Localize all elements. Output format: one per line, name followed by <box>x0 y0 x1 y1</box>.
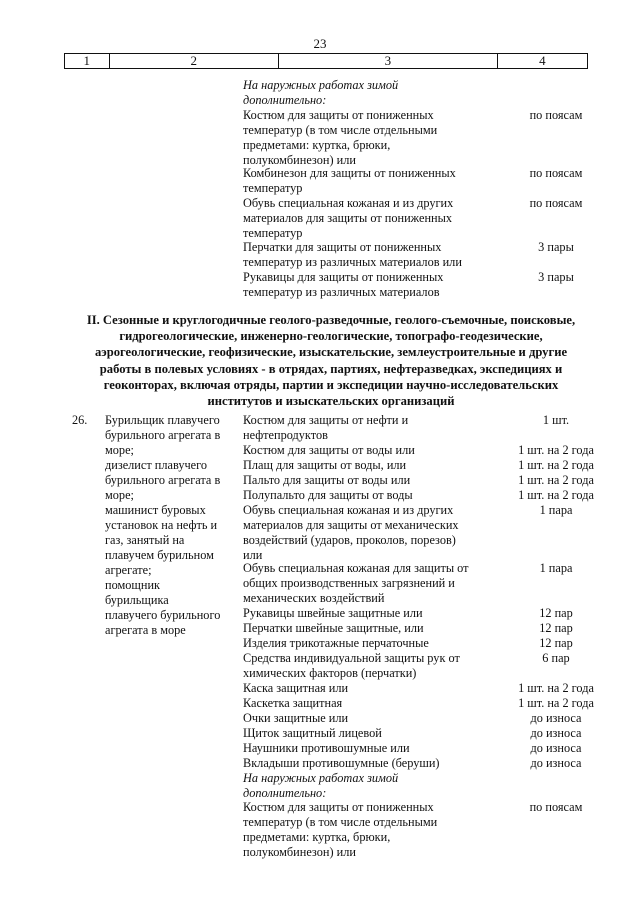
column-header-2: 2 <box>109 54 278 69</box>
norm-value: 1 шт. на 2 года <box>518 473 594 487</box>
column-header-row <box>65 54 588 69</box>
norm-value: 12 пар <box>539 606 573 620</box>
norm-value: 3 пары <box>538 240 574 254</box>
norm-value: до износа <box>530 741 582 755</box>
norm-value: по поясам <box>529 166 583 180</box>
norm-value: 1 шт. на 2 года <box>518 696 594 710</box>
norm-value: по поясам <box>529 800 583 814</box>
entry-number: 26. <box>72 413 88 427</box>
page-number: 23 <box>313 36 327 51</box>
norm-value: 1 шт. на 2 года <box>518 681 594 695</box>
column-header-table <box>64 53 588 69</box>
norm-value: 1 шт. на 2 года <box>518 443 594 457</box>
column-header-1: 1 <box>65 54 110 69</box>
norm-value: по поясам <box>529 196 583 210</box>
norm-value: до износа <box>530 711 582 725</box>
entry-subheading: На наружных работах зимой дополнительно: <box>243 771 399 800</box>
norm-value: 1 шт. <box>542 413 570 427</box>
norm-value: 1 шт. на 2 года <box>518 458 594 472</box>
column-header-4: 4 <box>497 54 587 69</box>
norm-value: 1 пара <box>539 503 573 517</box>
column-header-3: 3 <box>278 54 497 69</box>
norm-value: до износа <box>530 756 582 770</box>
norm-value: 6 пар <box>542 651 570 665</box>
top-subheading: На наружных работах зимой дополнительно: <box>243 78 399 107</box>
profession-list: Бурильщик плавучего бурильного агрегата в море; дизелист плавучего бурильного агрегата в море; машинист буровых установок на нефть и газ, занятый на плавучем бурильном агрегате; помощник бурильщика плавучего бурильного агрегата в море <box>105 413 221 637</box>
norm-value: 12 пар <box>539 621 573 635</box>
norm-value: 3 пары <box>538 270 574 284</box>
norm-value: 1 пара <box>539 561 573 575</box>
section-title: II. Сезонные и круглогодичные геолого-разведочные, геолого-съемочные, поисковые, гидрогеологические, инженерно-геологические, топографо-геодезические, аэрогеологические, геофизические, изыскательские, землеустроительные и другие работы в полевых условиях - в отрядах, партиях, нефтеразведках, экспедициях и геоконторах, включая отряды, партии и экспедиции научно-исследовательских институтов и изыскательских организаций <box>86 313 576 409</box>
norm-value: 12 пар <box>539 636 573 650</box>
norm-value: до износа <box>530 726 582 740</box>
norm-value: 1 шт. на 2 года <box>518 488 594 502</box>
norm-value: по поясам <box>529 108 583 122</box>
